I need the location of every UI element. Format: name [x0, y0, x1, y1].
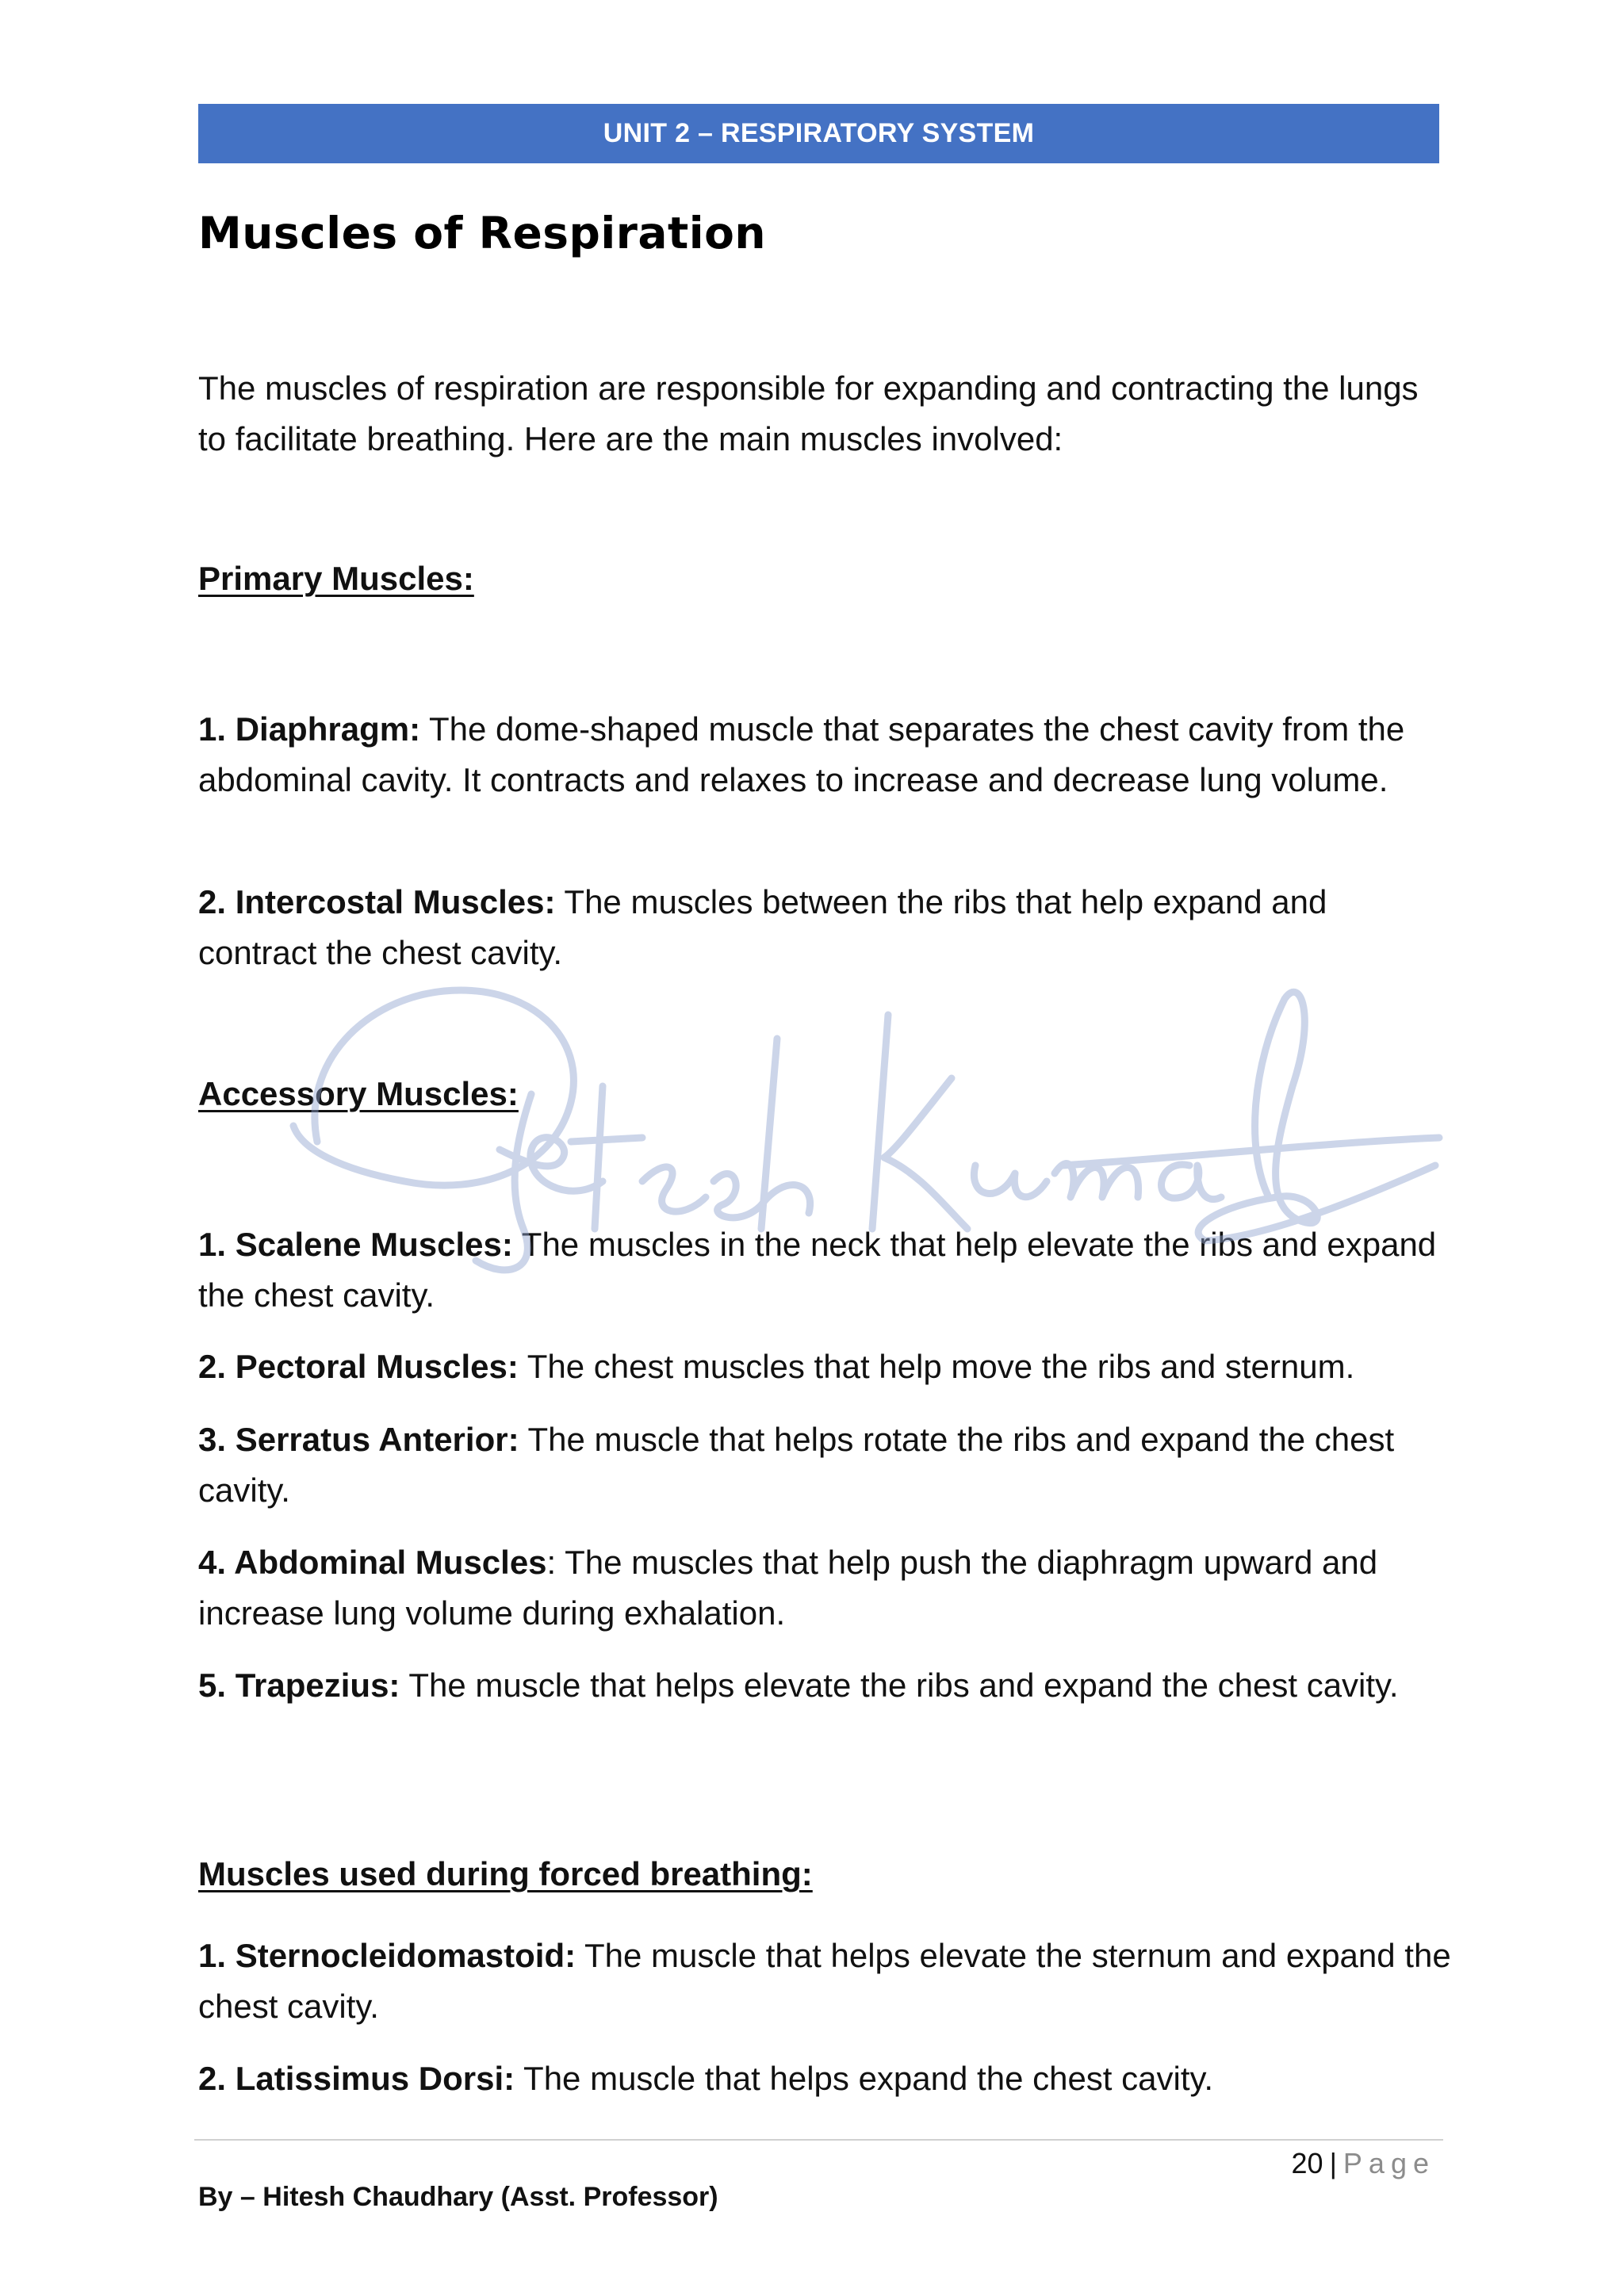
item-term: 2. Intercostal Muscles:	[198, 883, 556, 920]
item-desc: The chest muscles that help move the ribs and sternum.	[518, 1348, 1355, 1385]
list-item	[198, 1341, 1451, 1392]
list-item	[198, 1660, 1451, 1711]
page-label: Page	[1342, 2147, 1435, 2179]
header-bar	[198, 104, 1439, 163]
item-desc: : The muscles that help push the diaphragm upward and increase lung volume during exhalation.	[198, 1544, 1378, 1632]
item-desc: The dome-shaped muscle that separates the chest cavity from the abdominal cavity. It contracts and relaxes to increase and decrease lung volume.	[198, 710, 1405, 798]
footer-author: By – Hitesh Chaudhary (Asst. Professor)	[198, 2182, 718, 2212]
item-desc: The muscles in the neck that help elevate the ribs and expand the chest cavity.	[198, 1226, 1437, 1314]
header-title: UNIT 2 – RESPIRATORY SYSTEM	[603, 118, 1035, 148]
page-number	[1292, 2147, 1435, 2180]
page-number-value: 20	[1291, 2147, 1323, 2179]
page-number-separator: |	[1329, 2147, 1337, 2179]
item-term: 1. Sternocleidomastoid:	[198, 1937, 576, 1974]
item-term: 5. Trapezius:	[198, 1667, 400, 1704]
item-desc: The muscle that helps rotate the ribs and expand the chest cavity.	[198, 1421, 1395, 1509]
intro-paragraph	[198, 363, 1451, 465]
list-item	[198, 877, 1451, 978]
item-term: 1. Scalene Muscles:	[198, 1226, 513, 1263]
list-item	[198, 1219, 1451, 1321]
item-term: 1. Diaphragm:	[198, 710, 421, 748]
item-desc: The muscle that helps elevate the ribs and expand the chest cavity.	[400, 1667, 1399, 1704]
section-heading-forced-breathing: Muscles used during forced breathing:	[198, 1855, 813, 1892]
list-item	[198, 1537, 1451, 1639]
list-item	[198, 704, 1451, 806]
list-item	[198, 2053, 1451, 2104]
item-term: 3. Serratus Anterior:	[198, 1421, 519, 1458]
section-heading-primary: Primary Muscles:	[198, 560, 474, 597]
footer-divider	[194, 2139, 1443, 2141]
item-desc: The muscle that helps elevate the sternum and expand the chest cavity.	[198, 1937, 1451, 2025]
section-heading-accessory: Accessory Muscles:	[198, 1075, 519, 1112]
item-term: 2. Latissimus Dorsi:	[198, 2060, 515, 2097]
item-term: 2. Pectoral Muscles:	[198, 1348, 519, 1385]
item-desc: The muscle that helps expand the chest cavity.	[515, 2060, 1214, 2097]
item-desc: The muscles between the ribs that help expand and contract the chest cavity.	[198, 883, 1327, 971]
item-term: 4. Abdominal Muscles	[198, 1544, 547, 1581]
list-item	[198, 1931, 1451, 2032]
page-title: Muscles of Respiration	[198, 208, 767, 258]
list-item	[198, 1414, 1451, 1516]
intro-text: The muscles of respiration are responsible for expanding and contracting the lungs to facilitate breathing. Here are the main muscles involved:	[198, 369, 1419, 457]
